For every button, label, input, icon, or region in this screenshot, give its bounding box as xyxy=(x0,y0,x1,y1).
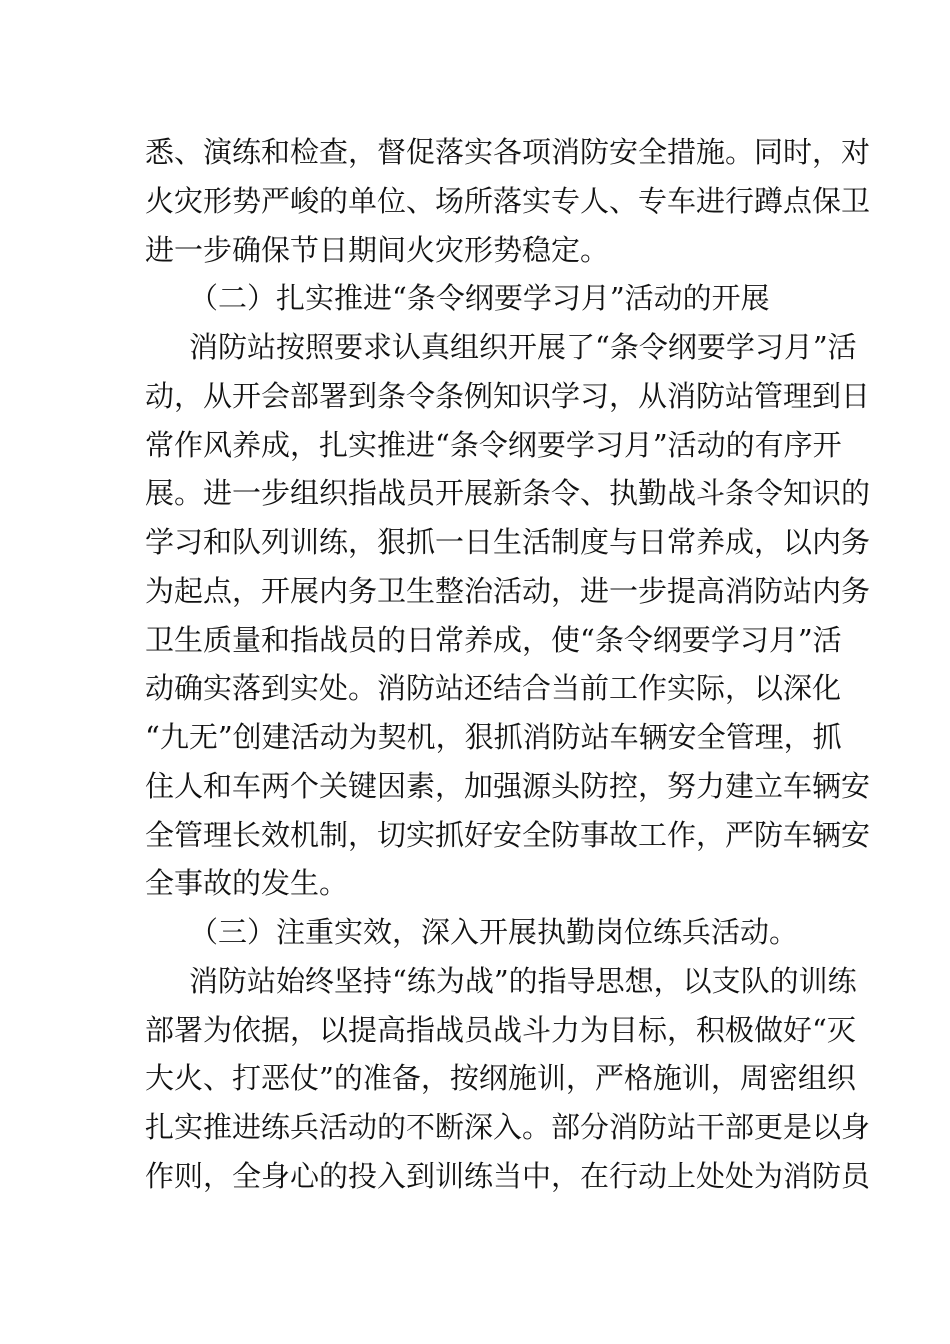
text-line: 火灾形势严峻的单位、场所落实专人、专车进行蹲点保卫 xyxy=(145,183,871,218)
text-line: 大火、打恶仗”的准备，按纲施训，严格施训，周密组织 xyxy=(145,1061,856,1096)
text-line: 住人和车两个关键因素，加强源头防控，努力建立车辆安 xyxy=(145,768,871,803)
section-heading: （二）扎实推进“条令纲要学习月”活动的开展 xyxy=(189,281,770,316)
text-line: 全管理长效机制，切实抓好安全防事故工作，严防车辆安 xyxy=(145,817,871,852)
text-line: 悉、演练和检查，督促落实各项消防安全措施。同时，对 xyxy=(145,135,871,169)
text-line: 动，从开会部署到条令条例知识学习，从消防站管理到日 xyxy=(145,378,871,413)
text-line: 为起点，开展内务卫生整治活动，进一步提高消防站内务 xyxy=(145,573,871,608)
document-body xyxy=(145,128,871,1201)
paragraph-first-line: 消防站始终坚持“练为战”的指导思想，以支队的训练 xyxy=(189,963,857,998)
text-line: 扎实推进练兵活动的不断深入。部分消防站干部更是以身 xyxy=(145,1110,871,1144)
paragraph-first-line: 消防站按照要求认真组织开展了“条令纲要学习月”活 xyxy=(189,330,857,364)
section-heading: （三）注重实效，深入开展执勤岗位练兵活动。 xyxy=(189,915,799,949)
text-line: 部署为依据，以提高指战员战斗力为目标，积极做好“灭 xyxy=(145,1012,856,1047)
text-line: 全事故的发生。 xyxy=(145,866,349,901)
text-line: 作则，全身心的投入到训练当中，在行动上处处为消防员 xyxy=(145,1158,871,1193)
text-line: 进一步确保节日期间火灾形势稳定。 xyxy=(145,232,610,267)
text-line: 常作风养成，扎实推进“条令纲要学习月”活动的有序开 xyxy=(145,427,842,462)
text-line: 学习和队列训练，狠抓一日生活制度与日常养成，以内务 xyxy=(145,525,871,559)
text-line: 展。进一步组织指战员开展新条令、执勤战斗条令知识的 xyxy=(145,476,871,511)
text-line: 卫生质量和指战员的日常养成，使“条令纲要学习月”活 xyxy=(145,622,842,657)
text-line: “九无”创建活动为契机，狠抓消防站车辆安全管理，抓 xyxy=(145,720,842,754)
text-line: 动确实落到实处。消防站还结合当前工作实际，以深化 xyxy=(145,671,842,706)
